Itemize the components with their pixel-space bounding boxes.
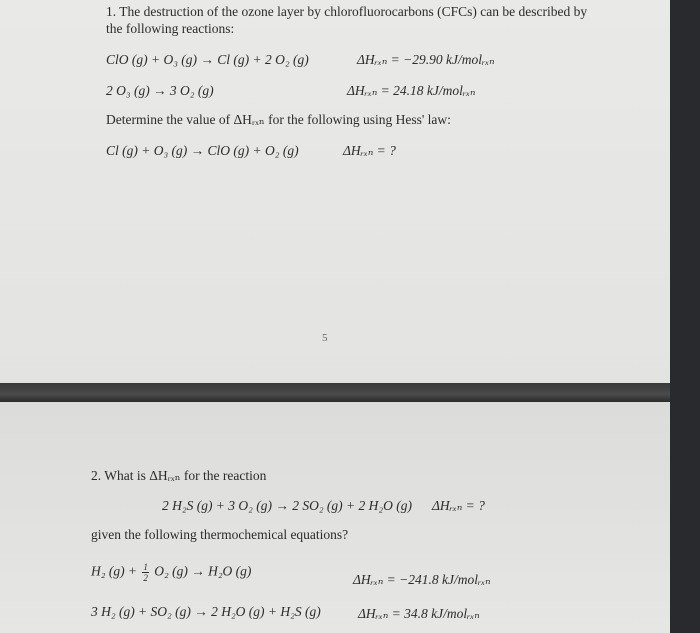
q1-intro-line1: 1. The destruction of the ozone layer by chlorofluorocarbons (CFCs) can be described by	[106, 4, 588, 19]
q2-reaction-1-suffix: O₂ (g) → H₂O (g)	[154, 563, 252, 579]
q2-target-equation: 2 H₂S (g) + 3 O₂ (g) → 2 SO₂ (g) + 2 H₂O (g)	[162, 498, 412, 513]
q2-target-enthalpy: ΔHᵣₓₙ = ?	[432, 498, 485, 513]
q1-target-enthalpy: ΔHᵣₓₙ = ?	[343, 143, 396, 158]
one-half-fraction	[142, 562, 149, 583]
q1-reaction-2-enthalpy: ΔHᵣₓₙ = 24.18 kJ/molᵣₓₙ	[347, 83, 476, 98]
q2-given-text: given the following thermochemical equations?	[91, 527, 349, 542]
q2-reaction-1-equation	[91, 562, 251, 583]
page-gap-shadow	[0, 383, 700, 402]
fraction-numerator: 1	[143, 562, 148, 572]
q2-reaction-1-enthalpy: ΔHᵣₓₙ = −241.8 kJ/molᵣₓₙ	[353, 572, 491, 587]
q1-instruction: Determine the value of ΔHᵣₓₙ for the following using Hess' law:	[106, 112, 451, 127]
fraction-denominator: 2	[143, 573, 148, 583]
q2-reaction-2-equation: 3 H₂ (g) + SO₂ (g) → 2 H₂O (g) + H₂S (g)	[91, 604, 321, 619]
q1-intro-line2: the following reactions:	[106, 21, 235, 36]
q2-reaction-1-prefix: H₂ (g) +	[91, 563, 138, 579]
q1-reaction-1-enthalpy: ΔHᵣₓₙ = −29.90 kJ/molᵣₓₙ	[357, 52, 495, 67]
q1-reaction-1-equation: ClO (g) + O₃ (g) → Cl (g) + 2 O₂ (g)	[106, 52, 309, 67]
q1-target-equation: Cl (g) + O₃ (g) → ClO (g) + O₂ (g)	[106, 143, 299, 158]
q2-reaction-2-enthalpy: ΔHᵣₓₙ = 34.8 kJ/molᵣₓₙ	[358, 606, 480, 621]
q1-reaction-2-equation: 2 O₃ (g) → 3 O₂ (g)	[106, 83, 214, 98]
q2-question: 2. What is ΔHᵣₓₙ for the reaction	[91, 468, 267, 483]
page-number: 5	[322, 332, 328, 344]
worksheet-page-bottom	[0, 402, 670, 633]
background-edge	[670, 0, 700, 633]
